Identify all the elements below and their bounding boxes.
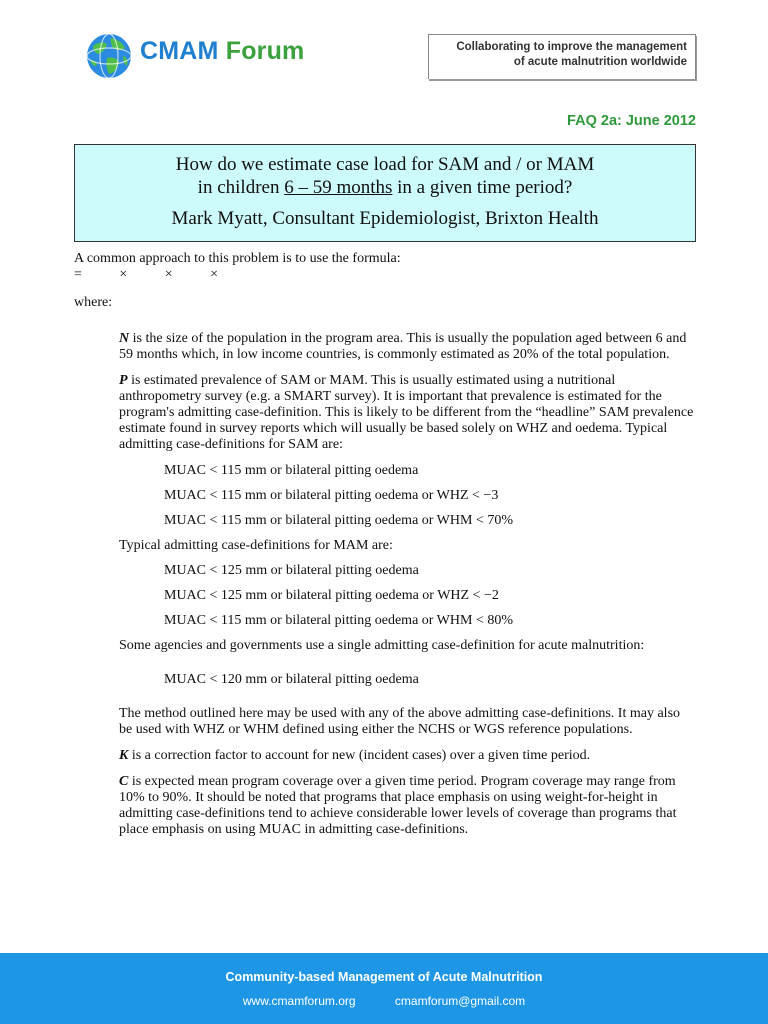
brand-primary: CMAM (140, 37, 219, 65)
title-line-2 (75, 176, 695, 199)
p-paragraph (119, 373, 696, 453)
p-variable: P (119, 373, 128, 388)
where-label: where: (74, 295, 113, 310)
acute-intro: Some agencies and governments use a single admitting case-definition for acute malnutrition: (119, 638, 645, 653)
mam-definition: MUAC < 125 mm or bilateral pitting oedema (164, 563, 419, 578)
brand-name (140, 37, 305, 66)
acute-definition: MUAC < 120 mm or bilateral pitting oedema (164, 672, 419, 687)
tagline-line-1: Collaborating to improve the management (456, 41, 687, 53)
n-text: is the size of the population in the program area. This is usually the population aged between 6 and 59 months which, in low income countries, is commonly estimated as 20% of the total population. (119, 331, 687, 362)
c-text: is expected mean program coverage over a given time period. Program coverage may range from 10% to 90%. It should be noted that programs that place emphasis on using weight-for-height in admitting case-definitions tend to achieve considerable lower levels of coverage than programs that place emphasis on using MUAC in admitting case-definitions. (119, 774, 677, 837)
k-variable: K (119, 748, 129, 763)
faq-label: FAQ 2a: June 2012 (567, 113, 696, 129)
brand-secondary: Forum (225, 37, 305, 65)
title-line-2-post: in a given time period? (392, 177, 573, 198)
title-box (74, 144, 696, 242)
sam-definition: MUAC < 115 mm or bilateral pitting oedema or WHZ < −3 (164, 488, 499, 503)
sam-definition: MUAC < 115 mm or bilateral pitting oedema (164, 463, 419, 478)
n-variable: N (119, 331, 130, 346)
tagline-box (428, 34, 696, 79)
method-paragraph: The method outlined here may be used with any of the above admitting case-definitions. It may also be used with WHZ or WHM defined using either the NCHS or WGS reference populations. (119, 706, 681, 737)
k-text: is a correction factor to account for new (incident cases) over a given time period. (128, 748, 591, 763)
title-line-2-pre: in children (197, 177, 285, 198)
c-variable: C (119, 774, 129, 789)
c-paragraph (119, 774, 696, 838)
footer-title: Community-based Management of Acute Malnutrition (225, 970, 543, 984)
tagline-line-2: of acute malnutrition worldwide (513, 56, 687, 68)
footer-website-link[interactable]: www.cmamforum.org (242, 994, 356, 1008)
footer-contact (0, 994, 768, 1008)
n-paragraph (119, 331, 696, 363)
mam-intro: Typical admitting case-definitions for MAM are: (119, 538, 393, 553)
mam-definition: MUAC < 115 mm or bilateral pitting oedema or WHM < 80% (164, 613, 514, 628)
p-text: is estimated prevalence of SAM or MAM. This is usually estimated using a nutritional anthropometry survey (e.g. a SMART survey). It is important that prevalence is estimated for the program's admitting case-definition. This is likely to be different from the “headline” SAM prevalence estimate found in survey reports which will usually be based solely on WHZ and oedema. Typical admitting case-definitions for SAM are: (119, 373, 694, 452)
globe-logo-icon (85, 32, 133, 80)
title-line-1: How do we estimate case load for SAM and / or MAM (175, 154, 595, 175)
title-author: Mark Myatt, Consultant Epidemiologist, Brixton Health (171, 208, 599, 229)
formula: = × × × (74, 267, 236, 282)
mam-definition: MUAC < 125 mm or bilateral pitting oedema or WHZ < −2 (164, 588, 499, 603)
k-paragraph (119, 748, 696, 764)
intro-paragraph: A common approach to this problem is to use the formula: (74, 251, 401, 266)
title-age-range: 6 – 59 months (284, 177, 393, 198)
footer-email-link[interactable]: cmamforum@gmail.com (394, 994, 526, 1008)
document-body (74, 251, 696, 838)
footer (0, 953, 768, 1024)
sam-definition: MUAC < 115 mm or bilateral pitting oedema or WHM < 70% (164, 513, 514, 528)
